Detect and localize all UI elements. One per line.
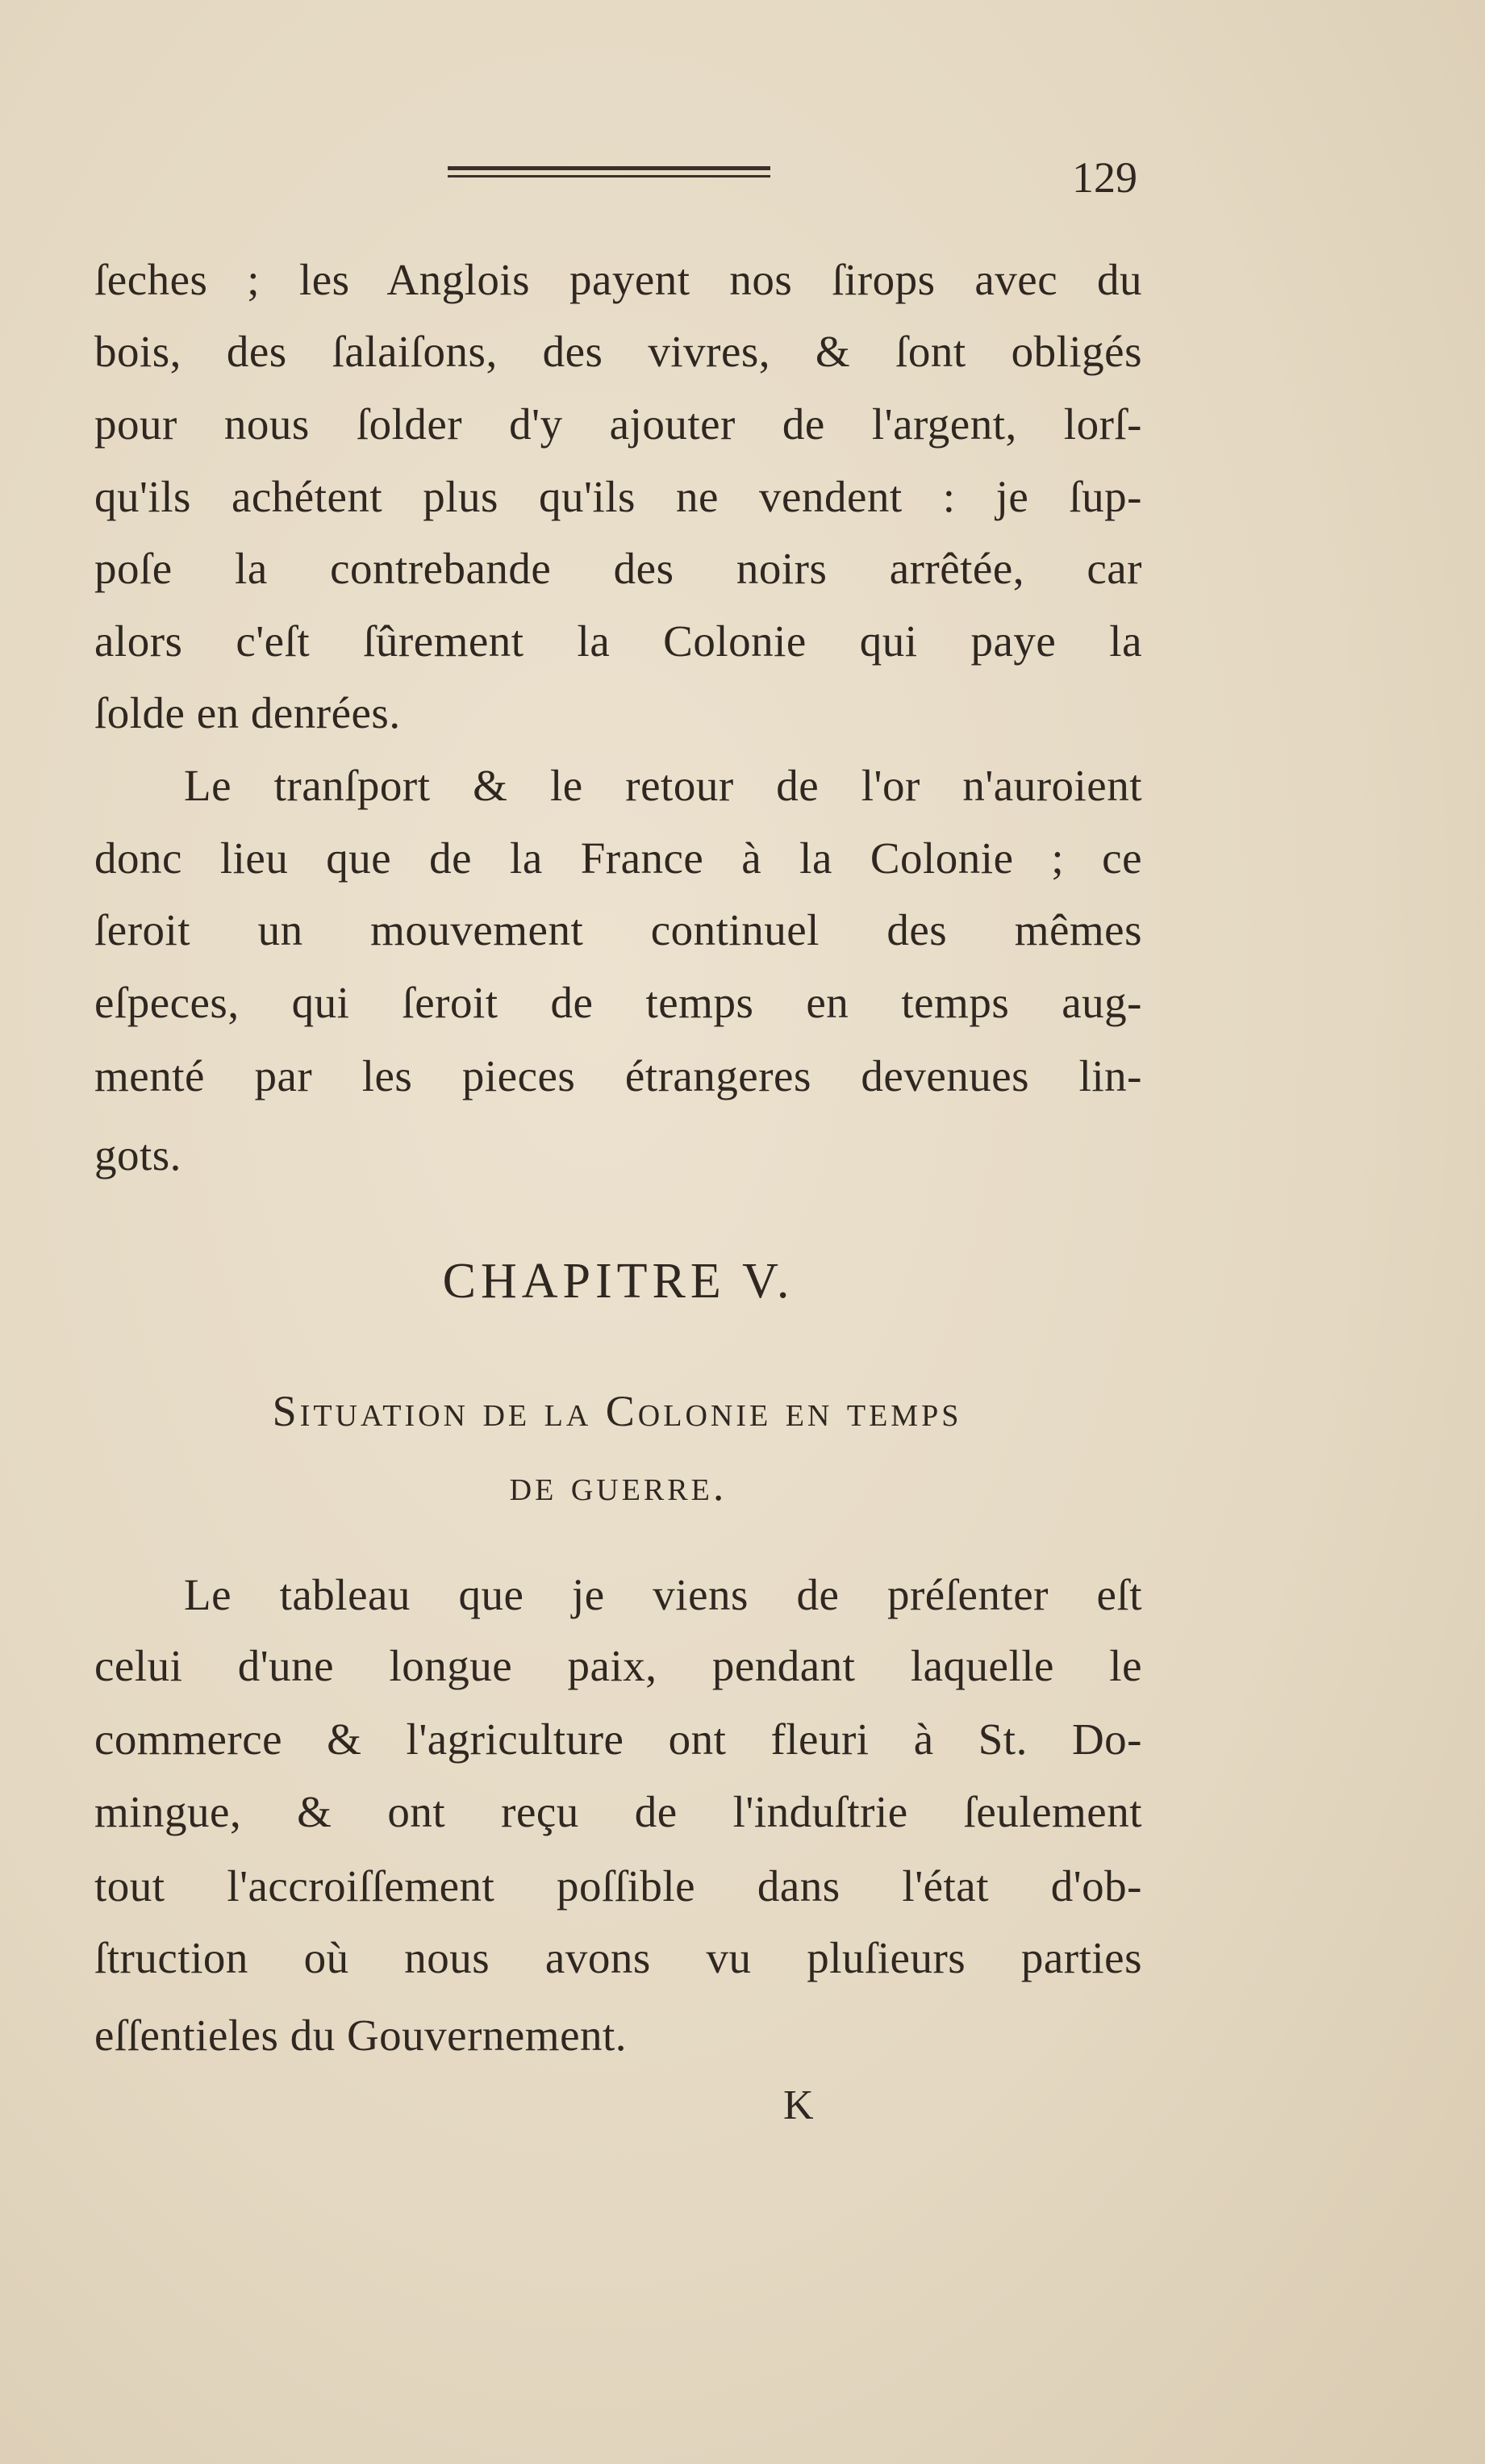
text-line: tout l'accroiſſement poſſible dans l'état d'ob- [94, 1861, 1142, 1911]
text-line: bois, des ſalaiſons, des vivres, & ſont obligés [94, 327, 1142, 376]
chapter-subtitle-continued: de guerre. [509, 1461, 728, 1510]
text-line: donc lieu que de la France à la Colonie ; ce [94, 833, 1142, 883]
text-line: Le tranſport & le retour de l'or n'auroient [184, 761, 1142, 810]
text-line: pour nous ſolder d'y ajouter de l'argent, lorſ- [94, 399, 1142, 449]
text-line: alors c'eſt ſûrement la Colonie qui paye la [94, 616, 1142, 666]
text-line: ſeroit un mouvement continuel des mêmes [94, 905, 1142, 954]
header-rule [448, 166, 770, 177]
page-number: 129 [1072, 153, 1137, 202]
chapter-subtitle: Situation de la Colonie en temps [272, 1387, 962, 1435]
text-line: eſſentieles du Gouvernement. [94, 2011, 628, 2060]
text-line: poſe la contrebande des noirs arrêtée, car [94, 544, 1142, 593]
text-line: ſeches ; les Anglois payent nos ſirops avec du [94, 255, 1142, 304]
text-line: commerce & l'agriculture ont fleuri à St. Do- [94, 1714, 1142, 1764]
text-line: menté par les pieces étrangeres devenues lin- [94, 1051, 1142, 1100]
signature-mark: K [782, 2082, 815, 2128]
text-line: Le tableau que je viens de préſenter eſt [184, 1570, 1142, 1619]
chapter-heading: CHAPITRE V. [442, 1254, 795, 1309]
text-line: ſolde en denrées. [94, 688, 401, 737]
text-line: celui d'une longue paix, pendant laquelle le [94, 1641, 1142, 1690]
text-line: gots. [94, 1130, 181, 1180]
text-line: mingue, & ont reçu de l'induſtrie ſeulement [94, 1787, 1142, 1836]
text-line: eſpeces, qui ſeroit de temps en temps aug- [94, 978, 1142, 1027]
text-line: ſtruction où nous avons vu pluſieurs parties [94, 1933, 1142, 1982]
text-line: qu'ils achétent plus qu'ils ne vendent : je ſup- [94, 472, 1142, 521]
